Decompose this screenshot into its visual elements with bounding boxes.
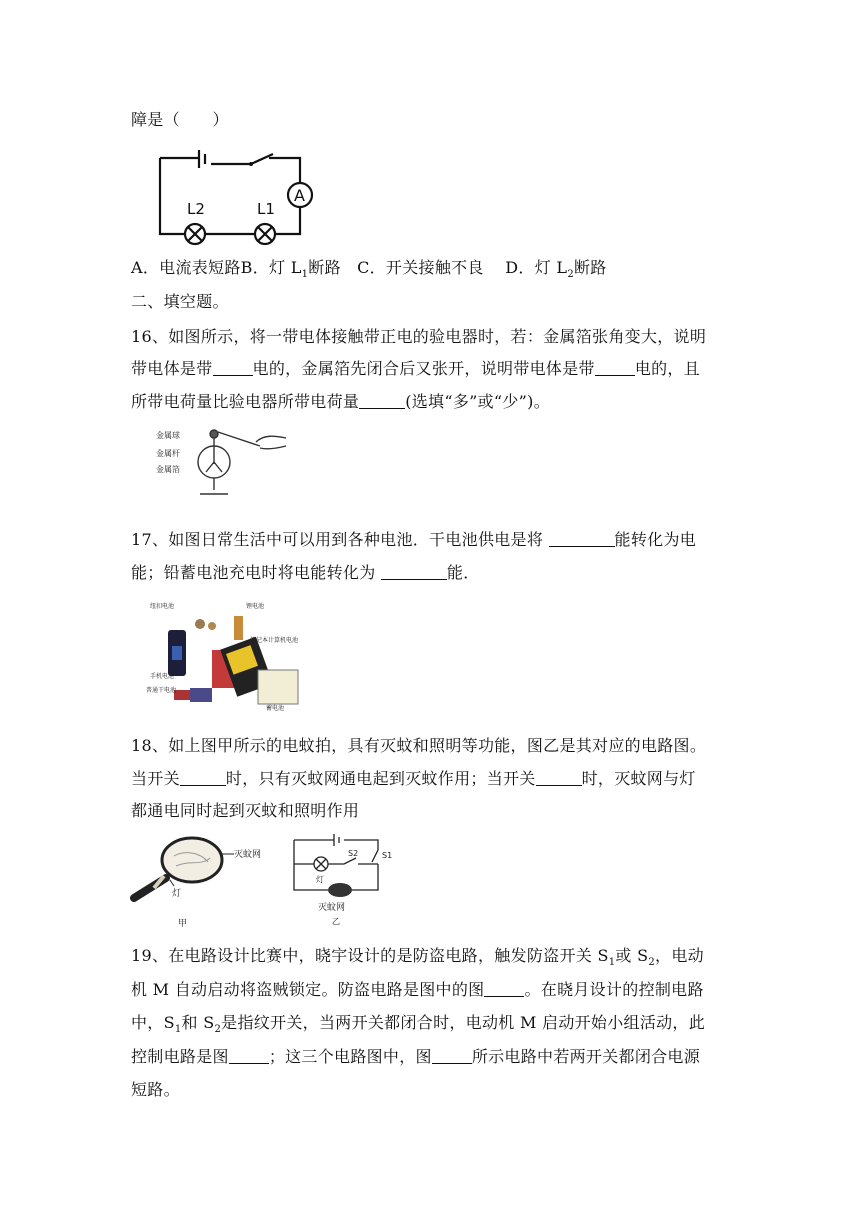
answer-blank[interactable] xyxy=(536,769,582,786)
q15-circuit-diagram xyxy=(155,146,315,246)
answer-blank[interactable] xyxy=(595,359,635,376)
label-metal-foil: 金属箔 xyxy=(156,465,180,474)
answer-blank[interactable] xyxy=(432,1047,472,1064)
label-lamp: 灯 xyxy=(172,889,182,899)
option-c: C．开关接触不良 xyxy=(357,258,484,277)
q19-line4: 控制电路是图 ；这三个电路图中，图 所示电路中若两开关都闭合电源 xyxy=(131,1047,701,1066)
label-lead-acid-battery: 蓄电池 xyxy=(266,705,285,712)
q18-line1: 18、如上图甲所示的电蚊拍，具有灭蚊和照明等功能，图乙是其对应的电路图。 xyxy=(131,736,707,755)
answer-blank[interactable] xyxy=(381,563,447,580)
batteries-figure xyxy=(146,598,306,714)
label-s1: S1 xyxy=(382,851,393,860)
label-button-battery: 纽扣电池 xyxy=(150,603,175,610)
q19-line1: 19、在电路设计比赛中，晓宇设计的是防盗电路，触发防盗开关 $S_1$或 $S_2$，电动 xyxy=(131,946,704,969)
l2-label: L2 xyxy=(187,200,205,218)
q16-line3: 所带电荷量比验电器所带电荷量 (选填“多”或“少”)。 xyxy=(131,392,551,411)
label-lithium-battery: 锂电池 xyxy=(246,603,265,610)
l1-label: L1 xyxy=(257,200,275,218)
q18-line3: 都通电同时起到灭蚊和照明作用 xyxy=(131,801,360,820)
q19-line5: 短路。 xyxy=(131,1080,180,1099)
answer-blank[interactable] xyxy=(359,392,405,409)
label-jia: 甲 xyxy=(178,919,188,928)
label-laptop-battery: 笔记本计算机电池 xyxy=(250,637,299,644)
option-d: D．灯 $L_2$断路 xyxy=(505,258,607,281)
label-metal-rod: 金属杆 xyxy=(156,449,180,458)
label-s2: S2 xyxy=(348,849,359,858)
answer-blank[interactable] xyxy=(180,769,226,786)
q16-line2: 带电体是带 电的，金属箔先闭合后又张开，说明带电体是带 电的，且 xyxy=(131,359,701,378)
answer-blank[interactable] xyxy=(549,530,615,547)
label-metal-ball: 金属球 xyxy=(156,431,180,440)
label-phone-battery: 手机电池 xyxy=(150,673,175,680)
answer-blank[interactable] xyxy=(213,359,253,376)
q17-line2: 能；铅蓄电池充电时将电能转化为 能． xyxy=(131,563,480,582)
label-lamp-circuit: 灯 xyxy=(316,875,324,884)
q19-line3: 中，$S_1$和 $S_2$是指纹开关，当两开关都闭合时，电动机 M 启动开始小组活动，此 xyxy=(131,1013,706,1036)
option-b: B．灯 $L_1$断路 xyxy=(240,258,341,281)
section-title: 二、填空题。 xyxy=(131,292,229,311)
label-net: 灭蚊网 xyxy=(234,850,262,860)
q15-continuation: 障是（ ） xyxy=(131,110,229,129)
label-yi: 乙 xyxy=(332,917,340,926)
answer-blank[interactable] xyxy=(484,980,524,997)
option-a: A．电流表短路 xyxy=(131,258,241,277)
label-dry-cell: 普通干电池 xyxy=(146,687,177,694)
q15-options xyxy=(131,258,607,285)
q19-line2: 机 M 自动启动将盗贼锁定。防盗电路是图中的图 。在晓月设计的控制电路 xyxy=(131,980,704,999)
swatter-circuit-figure xyxy=(288,830,396,930)
q18-line2: 当开关 时，只有灭蚊网通电起到灭蚊作用；当开关 时，灭蚊网与灯 xyxy=(131,769,696,788)
ammeter-label: A xyxy=(294,186,305,205)
q17-line1: 17、如图日常生活中可以用到各种电池．干电池供电是将 能转化为电 xyxy=(131,530,697,549)
electroscope-figure xyxy=(156,424,291,506)
mosquito-swatter-figure xyxy=(130,832,270,928)
q16-line1: 16、如图所示，将一带电体接触带正电的验电器时，若：金属箔张角变大，说明 xyxy=(131,327,707,346)
answer-blank[interactable] xyxy=(229,1047,269,1064)
label-net-circuit: 灭蚊网 xyxy=(318,903,346,913)
